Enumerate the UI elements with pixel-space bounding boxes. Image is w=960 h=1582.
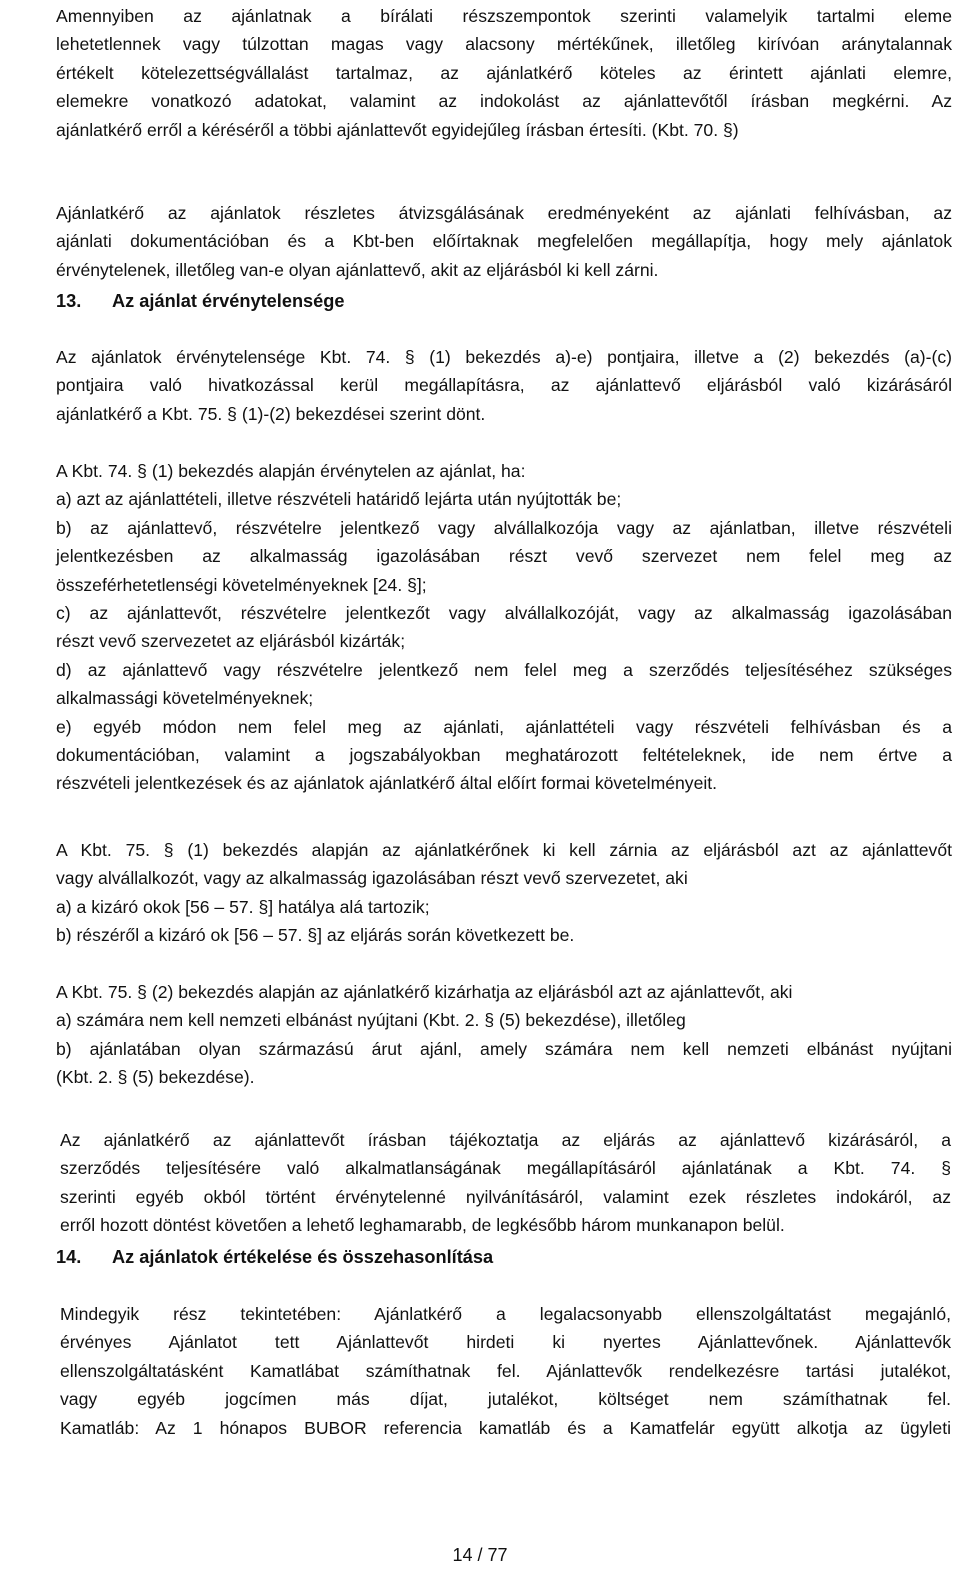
- text-line: Mindegyik rész tekintetében: Ajánlatkérő a legalacsonyabb ellenszolgáltatást megajánló,: [60, 1304, 951, 1324]
- text-line: A Kbt. 74. § (1) bekezdés alapján érvénytelen az ajánlat, ha:: [56, 461, 526, 481]
- text-line: Az ajánlatok érvénytelensége Kbt. 74. § (1) bekezdés a)-e) pontjaira, illetve a (2) bekezdés (a)-(c): [56, 347, 952, 367]
- text-line: ajánlati dokumentációban és a Kbt-ben előírtaknak megfelelően megállapítja, hogy mely ajánlatok: [56, 231, 952, 252]
- text-line: részvételi jelentkezések és az ajánlatok ajánlatkérő által előírt formai követelményeit.: [56, 773, 718, 794]
- text-line: ellenszolgáltatásként Kamatlábat számíthatnak fel. Ajánlattevők rendelkezésre tartási jutalékot,: [60, 1360, 951, 1381]
- text-line: A Kbt. 75. § (1) bekezdés alapján az ajánlatkérőnek ki kell zárnia az eljárásból azt az ajánlattevőt: [56, 840, 952, 860]
- text-line: Kamatláb: Az 1 hónapos BUBOR referencia kamatláb és a Kamatfelár együtt alkotja az ügyleti: [60, 1417, 951, 1438]
- paragraph-notification: [60, 1126, 951, 1240]
- text-line: Amennyiben az ajánlatnak a bírálati részszempontok szerinti valamelyik tartalmi eleme: [56, 6, 952, 26]
- list-item: a) a kizáró okok [56 – 57. §] hatálya alá tartozik;: [56, 896, 430, 917]
- section-number: 13.: [56, 291, 82, 311]
- section-number: 14.: [56, 1247, 82, 1267]
- text-line: értékelt kötelezettségvállalást tartalmaz, az ajánlatkérő köteles az érintett ajánlati elemre,: [56, 62, 952, 83]
- section-heading-14: [56, 1243, 493, 1271]
- text-line: érvénytelenek, illetőleg van-e olyan ajánlattevő, akit az eljárásból ki kell zárni.: [56, 259, 659, 280]
- paragraph-invalidity-grounds: [56, 457, 952, 798]
- list-item: b) ajánlatában olyan származású árut ajánl, amely számára nem kell nemzeti elbánást nyújtani: [56, 1038, 952, 1059]
- text-line: (Kbt. 2. § (5) bekezdése).: [56, 1067, 255, 1088]
- text-line: pontjaira való hivatkozással kerül megállapításra, az ajánlattevő eljárásból való kizárásáról: [56, 375, 952, 396]
- text-line: lehetetlennek vagy túlzottan magas vagy alacsony mértékűnek, illetőleg kirívóan aránytalannak: [56, 34, 952, 55]
- text-line: szerződés teljesítésére való alkalmatlanságának megállapításáról ajánlatának a Kbt. 74. §: [60, 1158, 951, 1179]
- text-line: érvényes Ajánlatot tett Ajánlattevőt hirdeti ki nyertes Ajánlattevőnek. Ajánlattevők: [60, 1332, 951, 1353]
- text-line: erről hozott döntést követően a lehető leghamarabb, de legkésőbb három munkanapon belül.: [60, 1215, 785, 1236]
- list-item: a) azt az ajánlattételi, illetve részvételi határidő lejárta után nyújtották be;: [56, 489, 622, 510]
- paragraph-mandatory-exclusion: [56, 836, 952, 950]
- paragraph-invalidity: [56, 343, 952, 428]
- text-line: A Kbt. 75. § (2) bekezdés alapján az ajánlatkérő kizárhatja az eljárásból azt az ajánlattevőt, aki: [56, 982, 793, 1002]
- list-item: e) egyéb módon nem felel meg az ajánlati, ajánlattételi vagy részvételi felhívásban és a: [56, 716, 952, 737]
- text-line: vagy alvállalkozót, vagy az alkalmasság igazolásában részt vevő szervezetet, aki: [56, 868, 688, 889]
- text-line: részt vevő szervezetet az eljárásból kizárták;: [56, 631, 406, 652]
- text-line: ajánlatkérő erről a kéréséről a többi ajánlattevőt egyidejűleg írásban értesíti. (Kbt. 70. §): [56, 119, 739, 140]
- section-heading-13: [56, 287, 345, 315]
- section-title: Az ajánlat érvénytelensége: [112, 291, 345, 311]
- text-line: jelentkezésben az alkalmasság igazolásában részt vevő szervezet nem felel meg az: [56, 546, 952, 567]
- text-line: szerinti egyéb okból történt érvénytelenné nyilvánításáról, valamint ezek részletes indokáról, az: [60, 1186, 951, 1207]
- list-item: b) az ajánlattevő, részvételre jelentkező vagy alvállalkozója vagy az ajánlatban, illetve részvételi: [56, 517, 952, 538]
- paragraph-evaluation: [60, 1300, 951, 1442]
- text-line: Ajánlatkérő az ajánlatok részletes átvizsgálásának eredményeként az ajánlati felhívásban, az: [56, 203, 952, 223]
- paragraph-valuation-request: [56, 2, 952, 144]
- text-line: dokumentációban, valamint a jogszabályokban meghatározott feltételeknek, ide nem értve a: [56, 745, 952, 766]
- text-line: Az ajánlatkérő az ajánlattevőt írásban tájékoztatja az eljárás az ajánlattevő kizárásáról, a: [60, 1130, 951, 1150]
- list-item: c) az ajánlattevőt, részvételre jelentkezőt vagy alvállalkozóját, vagy az alkalmasság igazolásában: [56, 603, 952, 624]
- text-line: vagy egyéb jogcímen más díjat, jutalékot, költséget nem számíthatnak fel.: [60, 1389, 951, 1410]
- text-line: alkalmassági követelményeknek;: [56, 688, 314, 709]
- text-line: elemekre vonatkozó adatokat, valamint az indokolást az ajánlattevőtől írásban megkérni. Az: [56, 91, 952, 112]
- text-line: összeférhetetlenségi követelményeknek [24. §];: [56, 574, 427, 595]
- paragraph-review-result: [56, 199, 952, 284]
- paragraph-optional-exclusion: [56, 978, 952, 1092]
- text-line: ajánlatkérő a Kbt. 75. § (1)-(2) bekezdései szerint dönt.: [56, 403, 486, 424]
- section-title: Az ajánlatok értékelése és összehasonlítása: [112, 1247, 494, 1267]
- list-item: d) az ajánlattevő vagy részvételre jelentkező nem felel meg a szerződés teljesítéséhez szükséges: [56, 659, 952, 680]
- page-number: 14 / 77: [452, 1545, 508, 1565]
- list-item: b) részéről a kizáró ok [56 – 57. §] az eljárás során következett be.: [56, 925, 575, 946]
- list-item: a) számára nem kell nemzeti elbánást nyújtani (Kbt. 2. § (5) bekezdése), illetőleg: [56, 1010, 686, 1031]
